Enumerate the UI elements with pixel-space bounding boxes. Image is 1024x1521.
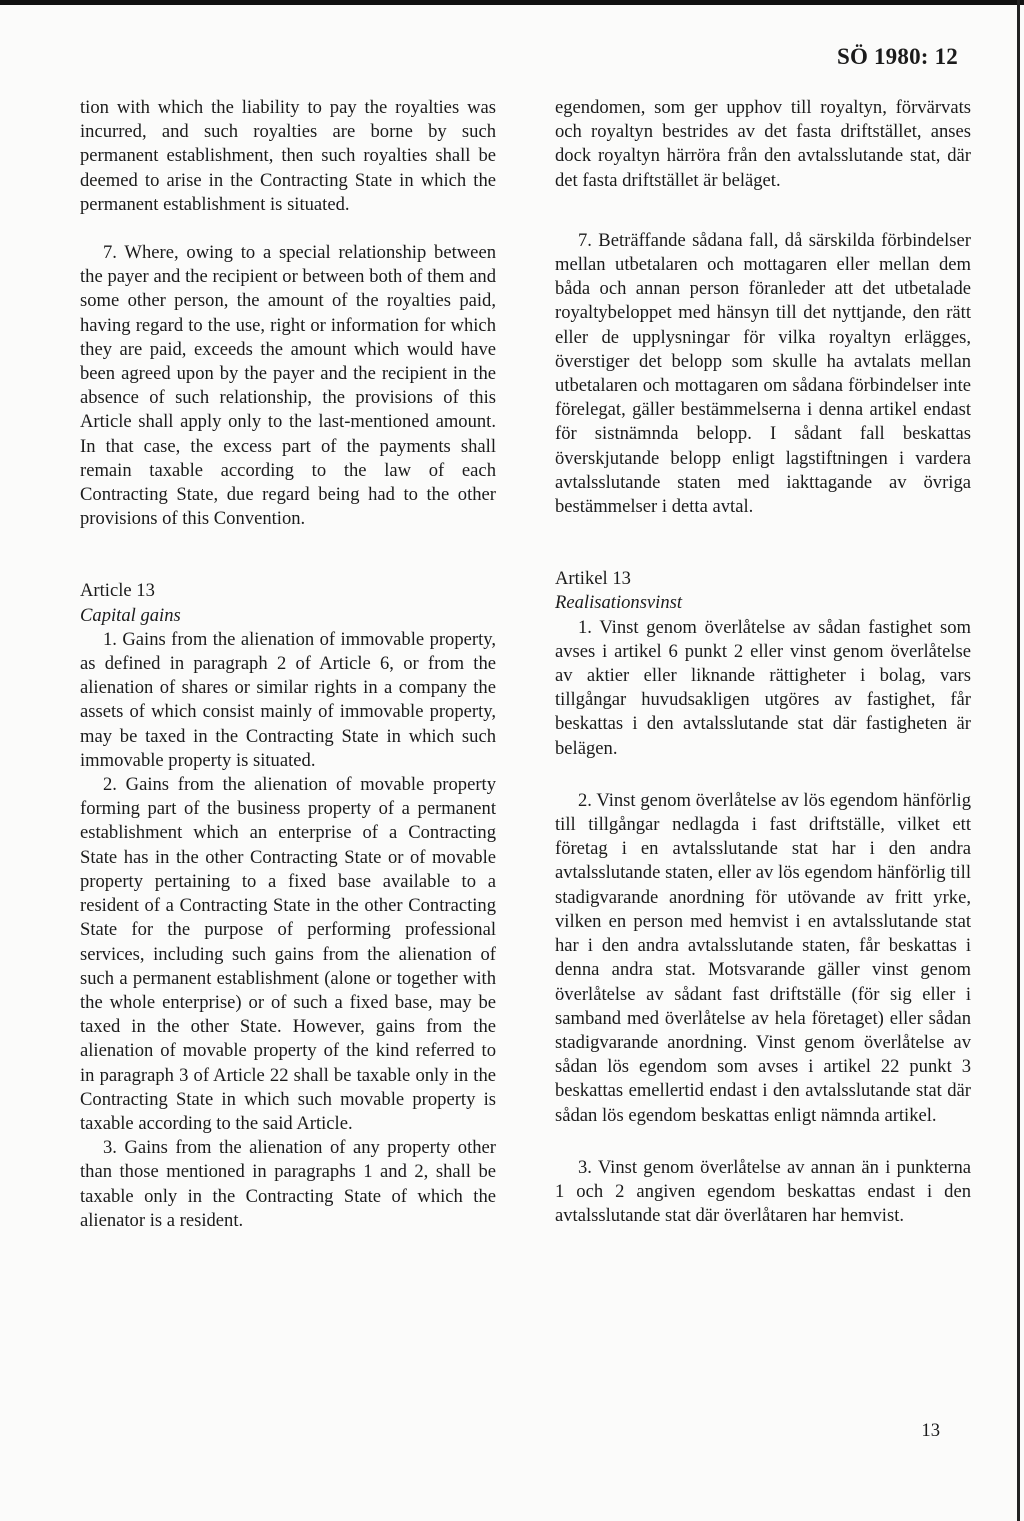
swedish-paragraph-2: 2. Vinst genom överlåtelse av lös egendom hänförlig till tillgångar nedlagda i fast driftställe, vilket ett företag i en avtalsslutande stat har i den andra avtalsslutande staten, eller av lös egendom hänförlig till stadigvarande anordning för utövande av fritt yrke, vilken en person med hemvist i en avtalsslutande stat har i den andra avtalsslutande staten, får beskattas i denna andra stat. Motsvarande gäller vinst genom överlåtelse av sådant fast driftställe (för sig eller i samband med överlåtelse av hela företaget) eller sådan stadigvarande anordning. Vinst genom överlåtelse av sådan lös egendom som avses i artikel 22 punkt 3 beskattas emellertid endast i den avtalsslutande stat där sådan lös egendom beskattas enligt nämnda artikel. [555, 789, 971, 1126]
english-column [80, 96, 496, 1233]
swedish-paragraph-7: 7. Beträffande sådana fall, då särskilda förbindelser mellan utbetalaren och mottagaren eller mellan dem båda och annan person föranleder att det utbetalade royaltybeloppet med hänsyn till det nyttjande, den rätt eller de upplysningar för vilka royaltyn erlägges, överstiger det belopp som skulle ha avtalats mellan utbetalaren och mottagaren om sådana förbindelser inte förelegat, gäller bestämmelserna i denna artikel endast för sistnämnda belopp. I sådant fall beskattas överskjutande belopp enligt lagstiftningen i vardera avtalsslutande staten med iakttagande av övriga bestämmelser i detta avtal. [555, 229, 971, 518]
english-paragraph-2: 2. Gains from the alienation of movable property forming part of the business property of a permanent establishment which an enterprise of a Contracting State has in the other Contracting State or of movable property pertaining to a fixed base available to a resident of a Contracting State in the other Contracting State for the purpose of performing professional services, including such gains from the alienation of such a permanent establishment (alone or together with the whole enterprise) or of such a fixed base, may be taxed in the other State. However, gains from the alienation of movable property of the kind referred to in paragraph 3 of Article 22 shall be taxable only in the Contracting State in which such movable property is taxable according to the said Article. [80, 774, 496, 1134]
swedish-article-heading: Artikel 13 [555, 568, 631, 590]
english-paragraph-1: 1. Gains from the alienation of immovable property, as defined in paragraph 2 of Article 6, or from the alienation of shares or similar rights in a company the assets of which consist mainly of immovable property, may be taxed in the Contracting State in which such immovable property is situated. [80, 628, 496, 771]
english-paragraph-3: 3. Gains from the alienation of any property other than those mentioned in paragraphs 1 and 2, shall be taxable only in the Contracting State of which the alienator is a resident. [80, 1137, 496, 1231]
right-edge-rule [1017, 0, 1020, 1521]
swedish-paragraph-continued: egendomen, som ger upphov till royaltyn, förvärvats och royaltyn bestrides av det fasta driftstället, anses dock royaltyn härröra från den avtalsslutande stat, där det fasta driftstället är beläget. [555, 97, 971, 191]
english-article-subheading: Capital gains [80, 604, 181, 626]
english-article-heading: Article 13 [80, 580, 155, 602]
english-paragraph-continued: tion with which the liability to pay the royalties was incurred, and such royalties are borne by such permanent establishment, then such royalties shall be deemed to arise in the Contracting State in which the permanent establishment is situated. [80, 97, 496, 215]
swedish-column [555, 96, 971, 1228]
page-number: 13 [921, 1420, 940, 1441]
swedish-article-subheading: Realisationsvinst [555, 592, 683, 614]
english-paragraph-7: 7. Where, owing to a special relationship between the payer and the recipient or between both of them and some other person, the amount of the royalties paid, having regard to the use, right or information for which they are paid, exceeds the amount which would have been agreed upon by the payer and the recipient in the absence of such relationship, the provisions of this Article shall apply only to the last-mentioned amount. In that case, the excess part of the payments shall remain taxable according to the law of each Contracting State, due regard being had to the other provisions of this Convention. [80, 242, 496, 530]
document-reference: SÖ 1980: 12 [836, 44, 958, 69]
swedish-paragraph-3: 3. Vinst genom överlåtelse av annan än i punkterna 1 och 2 angiven egendom beskattas endast i den avtalsslutande stat där överlåtaren har hemvist. [555, 1156, 971, 1227]
top-rule [0, 0, 1024, 5]
swedish-paragraph-1: 1. Vinst genom överlåtelse av sådan fastighet som avses i artikel 6 punkt 2 eller vinst genom överlåtelse av aktier eller liknande rättigheter i bolag, vars tillgångar huvudsakligen utgöres av fastighet, får beskattas i den avtalsslutande stat där fastigheten är belägen. [555, 616, 971, 759]
